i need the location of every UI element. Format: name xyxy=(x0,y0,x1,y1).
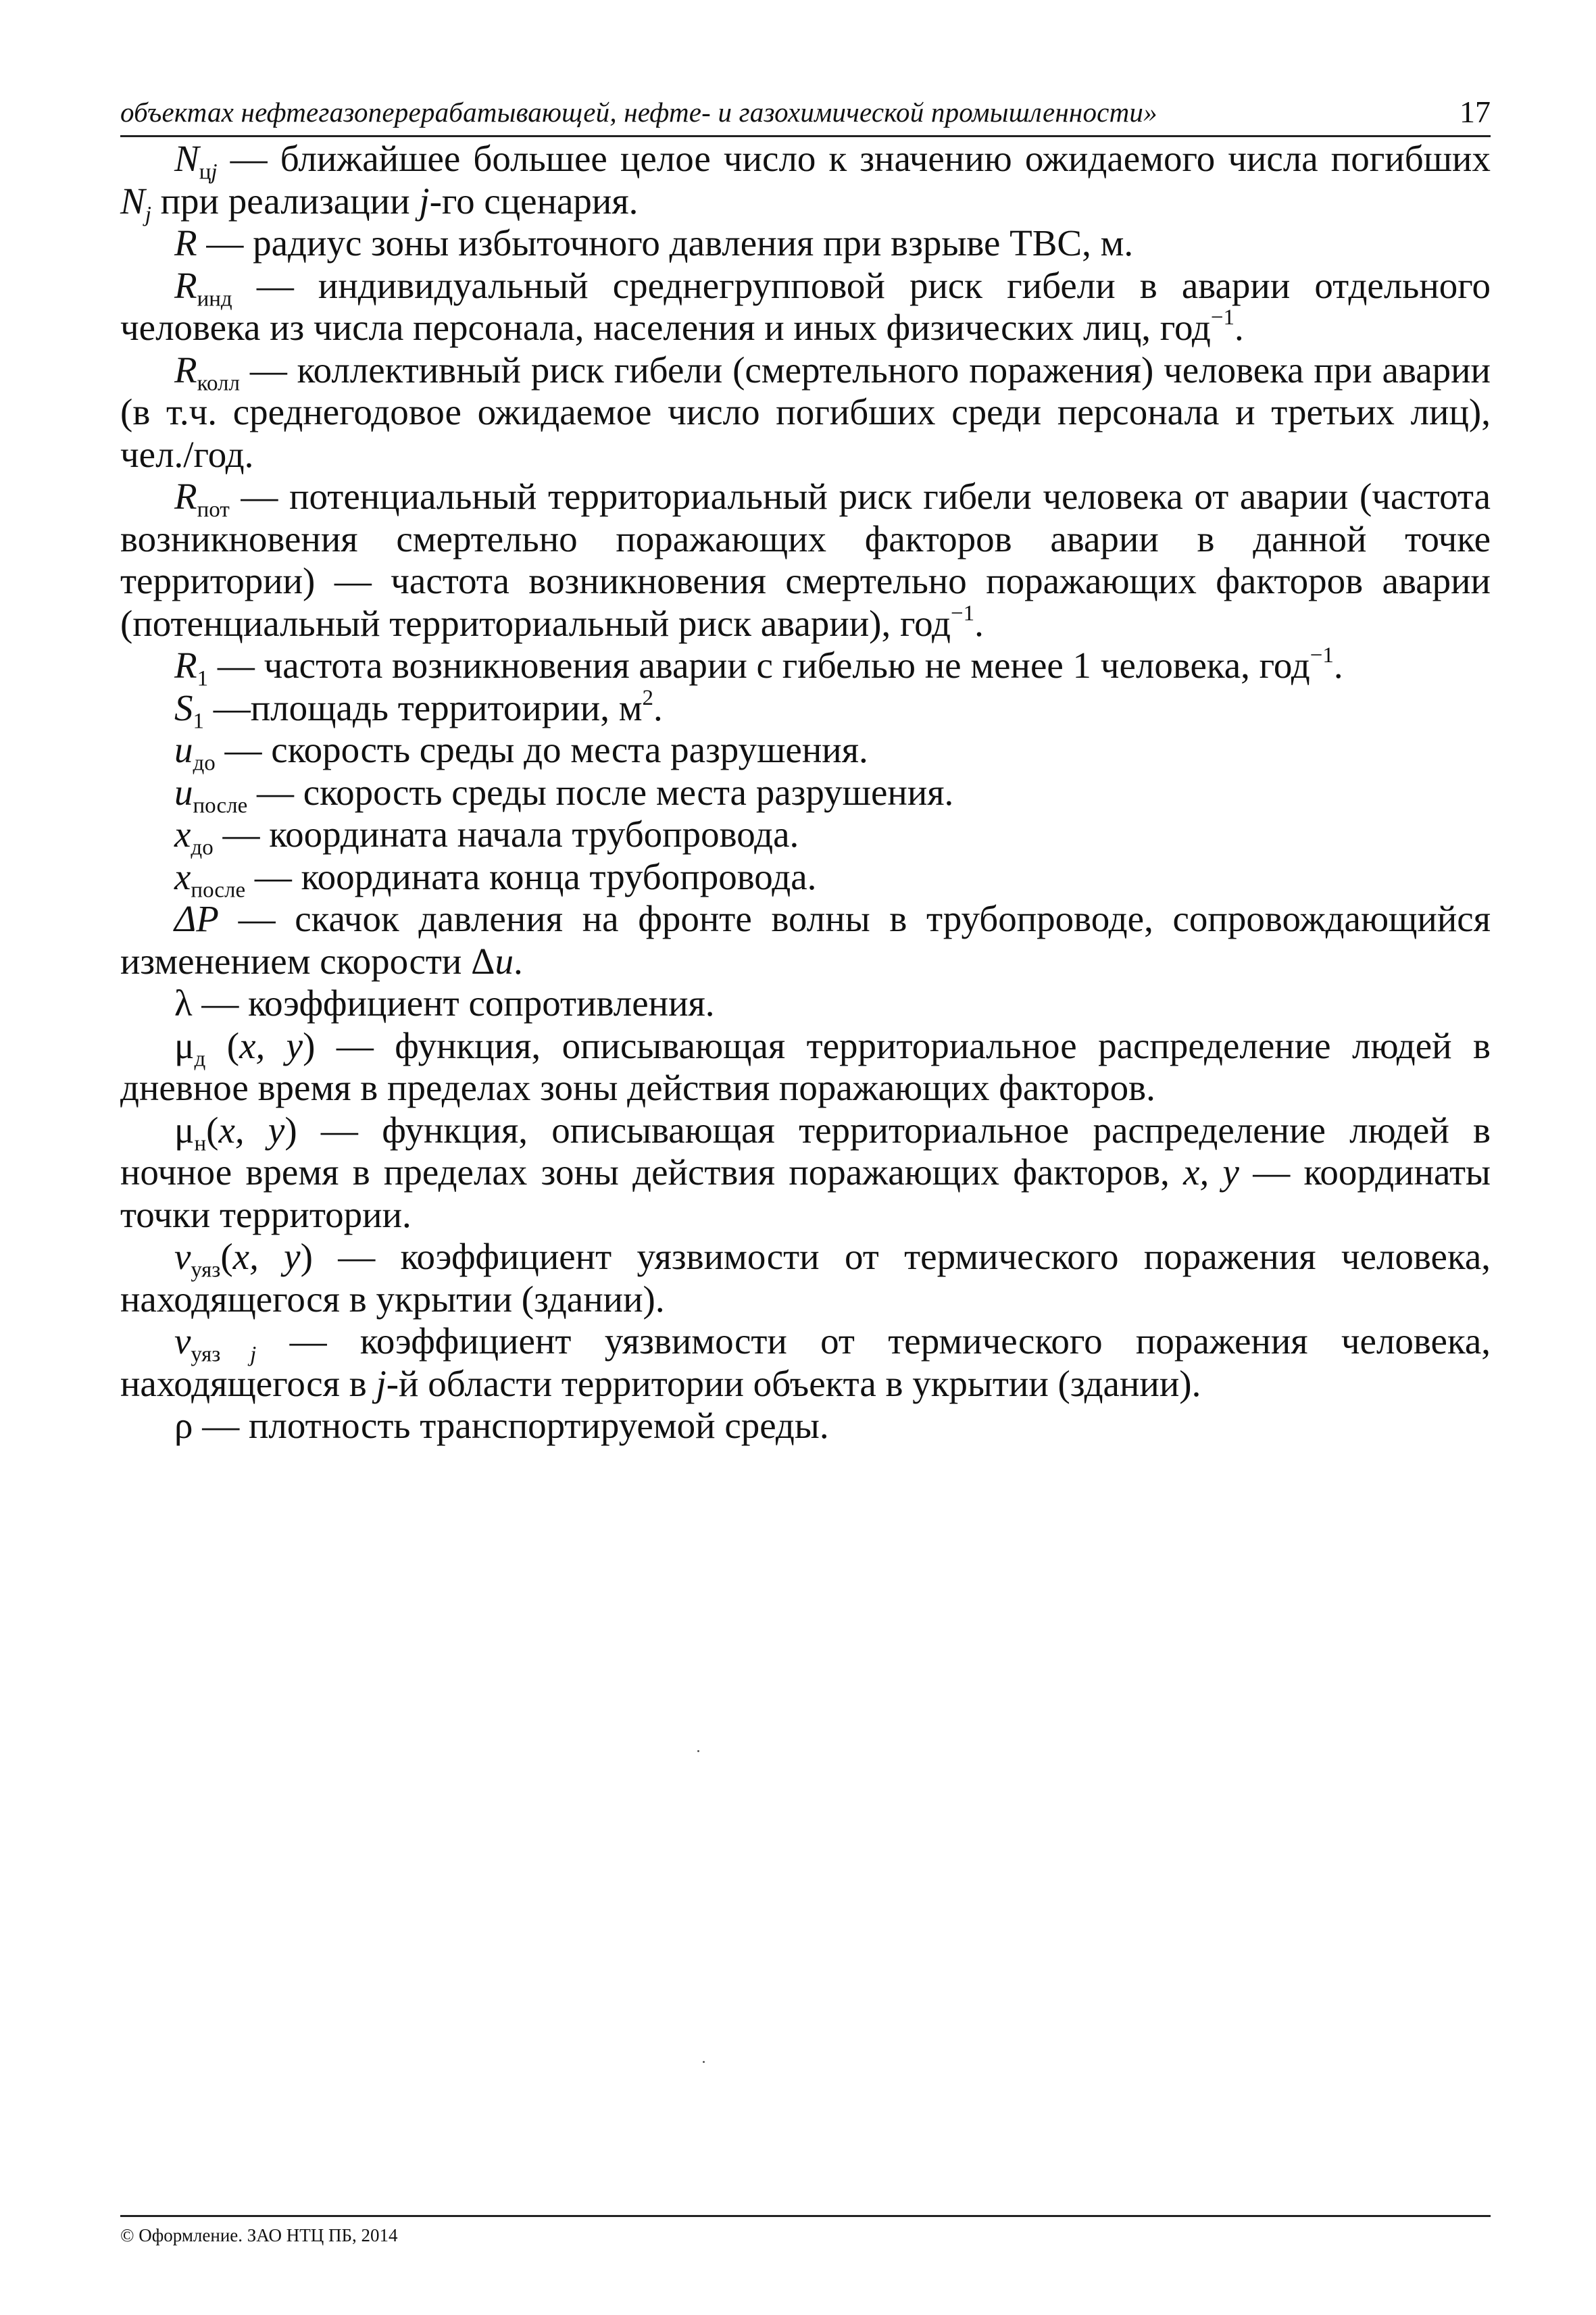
page-header xyxy=(120,88,1491,137)
definition-item: $x_{после}$ — координата конца трубопровода. xyxy=(174,855,817,903)
definition-item: $R_{колл}$ — коллективный риск гибели (смертельного поражения) человека при аварии (в т.ч. среднегодовое ожидаемое число погибших среди персонала и третьих лиц), чел./год. xyxy=(120,349,1491,475)
definition-item: $u_{до}$ — скорость среды до места разрушения. xyxy=(174,729,868,776)
definition-item: $N_{цj}$ — ближайшее большее целое число к значению ожидаемого числа погибших $N_j$ при реализации j-го сценария. xyxy=(120,138,1491,227)
definition-item: ρ — плотность транспортируемой среды. xyxy=(174,1405,829,1446)
definition-item: ΔP — скачок давления на фронте волны в трубопроводе, сопровождающийся изменением скорости Δu. xyxy=(120,898,1491,982)
definition-item: R — радиус зоны избыточного давления при взрыве ТВС, м. xyxy=(174,222,1134,264)
definition-item: $\mu_д$ (x, y) — функция, описывающая территориальное распределение людей в дневное время в пределах зоны действия поражающих факторов. xyxy=(120,1024,1491,1108)
page-number: 17 xyxy=(1460,95,1491,129)
definitions-list xyxy=(120,138,1491,1447)
definition-item: $R_{инд}$ — индивидуальный среднегрупповой риск гибели в аварии отдельного человека из числа персонала, населения и иных физических лиц, год$^{-1}$. xyxy=(120,264,1491,348)
page-footer xyxy=(120,2215,1491,2246)
definition-item: $x_{до}$ — координата начала трубопровода. xyxy=(174,814,799,860)
definition-item: $\mu_н(x$, y) — функция, описывающая территориальное распределение людей в ночное время в пределах зоны действия поражающих факторов, x, y — координаты точки территории. xyxy=(120,1109,1491,1235)
definition-item: $u_{после}$ — скорость среды после места разрушения. xyxy=(174,771,954,818)
definition-item: λ — коэффициент сопротивления. xyxy=(174,982,715,1024)
header-title: объектах нефтегазоперерабатывающей, нефте- и газохимической промышленности» xyxy=(120,97,1157,128)
definition-item: $R_1$ — частота возникновения аварии с гибелью не менее 1 человека, год$^{-1}$. xyxy=(174,643,1343,691)
definition-item: $v_{уяз}(x$, y) — коэффициент уязвимости от термического поражения человека, находящегося в укрытии (здании). xyxy=(120,1236,1491,1320)
definition-item: $S_1$ —площадь территоирии, $м^2$. xyxy=(174,685,663,734)
definition-item: $v_{уяз}$ $_j$ — коэффициент уязвимости от термического поражения человека, находящегося в j-й области территории объекта в укрытии (здании). xyxy=(120,1320,1491,1404)
definition-item: $R_{пот}$ — потенциальный территориальный риск гибели человека от аварии (частота возникновения смертельно поражающих факторов аварии в данной точке территории) — частота возникновения смертельно поражающих факторов аварии (потенциальный территориальный риск аварии), год$^{-1}$. xyxy=(120,476,1491,644)
scan-speck xyxy=(703,2061,705,2063)
copyright-text: © Оформление. ЗАО НТЦ ПБ, 2014 xyxy=(120,2225,398,2245)
scan-speck xyxy=(697,1750,699,1752)
